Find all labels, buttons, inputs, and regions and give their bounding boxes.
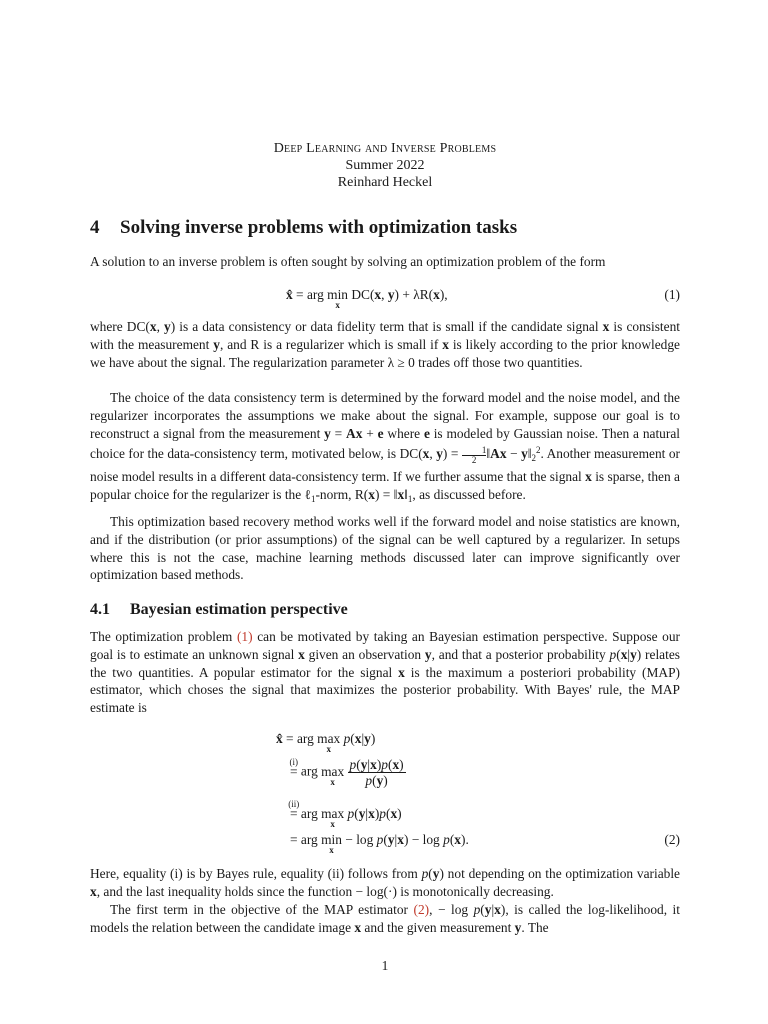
course-title: Deep Learning and Inverse Problems xyxy=(273,141,497,156)
equation-2 xyxy=(90,730,680,858)
paragraph-bayesian: The optimization problem (1) can be motivated by taking an Bayesian estimation perspective. Suppose our goal is to estimate an unknown signal x given an observation y, and that a posterior probability p(x|y) relates the two quantities. A popular estimator for the signal x is the maximum a posteriori probability (MAP) estimator, which choses the signal that maximizes the posterior probability. With Bayes' rule, the MAP estimate is xyxy=(90,629,681,716)
equation-2-label: (2) xyxy=(664,832,680,847)
equation-2-line-2: (i) = arg max x $\frac{p(y|x)p(x)}{p(y)}$ xyxy=(289,756,404,788)
course-header xyxy=(90,140,680,191)
paragraph-log-likelihood: The first term in the objective of the MAP estimator (2), − log p(y|x), is called the log-likelihood, it models the relation between the candidate image x and the given measurement y. The xyxy=(90,902,680,935)
equation-1-body: x̂ = arg min x DC(x, y) + λR(x), xyxy=(286,287,448,310)
equation-1-label: (1) xyxy=(664,287,680,302)
equation-2-line-4: = arg min x − log p(y|x) − log p(x). xyxy=(290,832,469,855)
page-number: 1 xyxy=(381,958,389,973)
paragraph-data-consistency: The choice of the data consistency term is determined by the forward model and the noise model, and the regularizer incorporates the assumptions we make about the signal. For example, suppose our goal is to reconstruct a signal from the measurement y = Ax + e where e is modeled by Gaussian noise. Then a natural choice for the data-consistency term, motivated below, is DC(x, y) = $\frac{1}{2}‖Ax$ − $y‖_2^2$. Another measurement or noise model results in a different data-consistency term. If we further assume that the signal x is sparse, then a popular choice for the regularizer is the ℓ$_1$-norm, $R(x) = ‖x‖_1$, as discussed before. xyxy=(90,390,681,504)
intro-paragraph: A solution to an inverse problem is often sought by solving an optimization problem of the form xyxy=(90,254,606,269)
equation-ref-2[interactable]: (2) xyxy=(413,902,430,917)
section-title: Solving inverse problems with optimization tasks xyxy=(120,217,518,238)
equation-1 xyxy=(90,286,680,314)
section-heading xyxy=(90,216,680,240)
subsection-heading xyxy=(90,600,680,620)
equation-ref-1[interactable]: (1) xyxy=(236,629,253,644)
equation-2-line-1: x̂ = arg max x p(x|y) xyxy=(276,731,376,754)
subsection-title: Bayesian estimation perspective xyxy=(130,601,348,618)
paragraph-dc-definition: where DC(x, y) is a data consistency or data fidelity term that is small if the candidate signal x is consistent with the measurement y, and R is a regularizer which is small if x is likely according to the prior knowledge we have about the signal. The regularization parameter λ ≥ 0 trades off those two quantities. xyxy=(90,319,680,370)
course-term: Summer 2022 xyxy=(345,158,425,173)
subsection-number: 4.1 xyxy=(90,601,110,618)
section-number: 4 xyxy=(90,217,100,238)
equation-2-line-3: (ii) = arg max x p(y|x)p(x) xyxy=(288,799,402,829)
course-author: Reinhard Heckel xyxy=(337,175,433,190)
paragraph-recovery-method: This optimization based recovery method works well if the forward model and noise statistics are known, and if the distribution (or prior assumptions) of the signal can be well captured by a regularizer. In setups where this is not the case, machine learning methods discussed later can improve significantly over optimization based methods. xyxy=(90,514,680,583)
paragraph-equalities: Here, equality (i) is by Bayes rule, equality (ii) follows from p(y) not depending on the optimization variable x, and the last inequality holds since the function − log(·) is monotonically decreasing. xyxy=(90,866,680,899)
document-page xyxy=(90,0,680,1024)
